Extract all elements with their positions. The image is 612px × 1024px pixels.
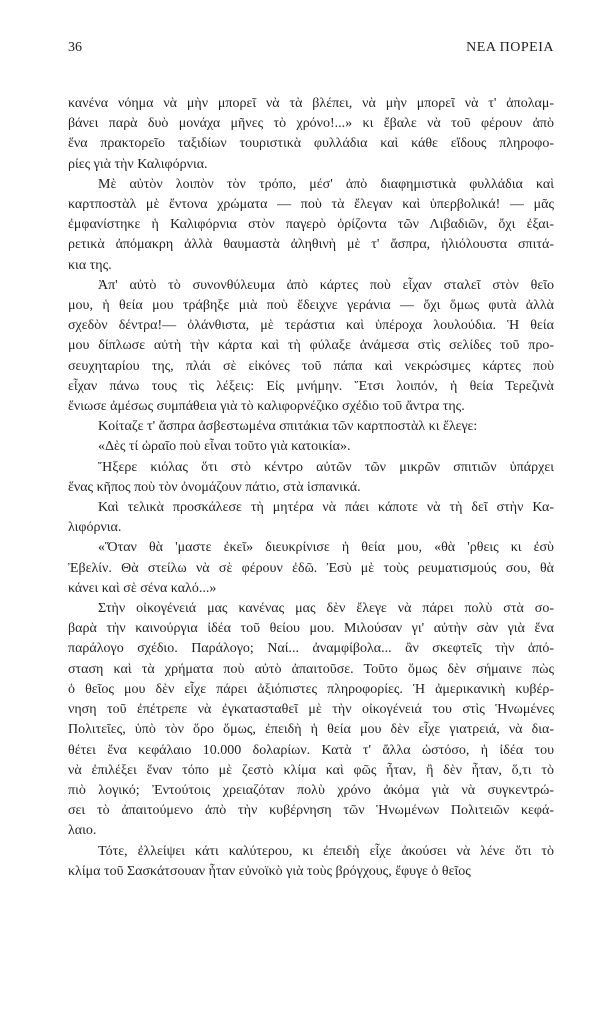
text-line: κανένα νόημα νὰ μὴν μπορεῖ νὰ τὰ βλέπει, νὰ μὴν μπορεῖ νὰ τ' ἀπολαμ-	[68, 96, 554, 111]
text-line: Ἀπ' αὐτὸ τὸ συνονθύλευμα ἀπὸ κάρτες ποὺ εἶχαν σταλεῖ στὸν θεῖο	[98, 277, 554, 293]
text-line: σευχηταρίου της, πλάι σὲ εἰκόνες τοῦ πάπα καὶ νεκρώσιμες κάρτες ποὺ	[68, 358, 554, 374]
paragraph	[68, 175, 554, 276]
paragraph	[68, 437, 554, 457]
text-line: λιφόρνια.	[68, 520, 122, 536]
paragraph	[68, 276, 554, 417]
text-line: μου, ἡ θεία μου τράβηξε μιὰ ποὺ ἔδειχνε γεράνια — ὄχι ὅμως φυτὰ ἀλλὰ	[68, 298, 554, 314]
text-line: ρετικὰ ἀπόμακρη ἀλλὰ θαυμαστὰ ἀληθινὴ μὲ τ' ἄσπρα, ἡλιόλουστα σπιτά-	[68, 237, 554, 253]
paragraph	[68, 94, 554, 175]
text-line: μου δίπλωσε αὐτὴ τὴν κάρτα καὶ τὴ φύλαξε ἀνάμεσα στὶς σελίδες τοῦ προ-	[68, 338, 554, 354]
text-line: καρτποστὰλ μὲ ἔντονα χρώματα — ποὺ τὰ ἔλεγαν καὶ ὑπερβολικά! — μᾶς	[68, 197, 554, 213]
text-line: θέτει ἕνα κεφάλαιο 10.000 δολαρίων. Κατὰ τ' ἄλλα ὡστόσο, ἡ ἰδέα του	[68, 742, 554, 758]
text-line: Ἤξερε κιόλας ὅτι στὸ κέντρο αὐτῶν τῶν μικρῶν σπιτιῶν ὑπάρχει	[98, 459, 554, 475]
paragraph	[68, 538, 554, 599]
paragraph	[68, 842, 554, 882]
running-head: ΝΕΑ ΠΟΡΕΙΑ	[466, 40, 554, 55]
text-line: Μὲ αὐτὸν λοιπὸν τὸν τρόπο, μέσ' ἀπὸ διαφημιστικὰ φυλλάδια καὶ	[98, 176, 554, 192]
text-line: Πολιτεῖες, ὑπὸ τὸν ὅρο ὅμως, ἐπειδὴ ἡ θεία μου δὲν εἶχε γιατρειά, νὰ δια-	[68, 722, 554, 738]
text-line: παράλογο σχέδιο. Παράλογο; Ναί... ἀναμφίβολα... ἂν σκεφτεῖς τὴν ἀπό-	[68, 641, 554, 657]
text-line: «Ὅταν θὰ 'μαστε ἐκεῖ» διευκρίνισε ἡ θεία μου, «θὰ 'ρθεις κι ἐσὺ	[98, 540, 554, 556]
text-line: Στὴν οἰκογένειά μας κανένας μας δὲν ἔλεγε νὰ πάρει πολὺ στὰ σο-	[98, 601, 554, 617]
text-line: ρίες γιὰ τὴν Καλιφόρνια.	[68, 156, 208, 172]
text-line: ἔνιωσε ἀμέσως συμπάθεια γιὰ τὸ καλιφορνέζικο σχέδιο τοῦ ἄντρα της.	[68, 399, 465, 415]
text-line: νὰ ἐπιλέξει ἕναν τόπο μὲ ζεστὸ κλίμα καὶ φῶς ἦταν, ἢ δὲν ἦταν, ὅ,τι τὸ	[68, 762, 554, 778]
text-line: βάνει παρὰ δυὸ μονάχα μῆνες τὸ χρόνο!...» κι ἔβαλε νὰ τοῦ φέρουν ἀπὸ	[68, 116, 554, 132]
text-line: Καὶ τελικὰ προσκάλεσε τὴ μητέρα νὰ πάει κάποτε νὰ τὴ δεῖ στὴν Κα-	[98, 500, 554, 516]
text-line: «Δὲς τί ὡραῖο ποὺ εἶναι τοῦτο γιὰ κατοικία».	[98, 439, 351, 455]
text-line: ἕνα πρακτορεῖο ταξιδίων τουριστικὰ φυλλάδια καὶ κάθε εἴδους πληροφο-	[68, 136, 554, 152]
text-line: εἶχαν πάνω τους τὶς λέξεις: Εἰς μνήμην. Ἔτσι λοιπόν, ἡ θεία Τερεζινὰ	[68, 378, 554, 394]
text-line: βαρὰ τὴν καινούργια ἰδέα τοῦ θείου μου. Μιλούσαν γι' αὐτὴν σὰν γιὰ ἕνα	[68, 621, 554, 637]
text-line: κάνει καὶ σὲ σένα καλό...»	[68, 580, 217, 596]
text-line: Κοίταζε τ' ἄσπρα ἀσβεστωμένα σπιτάκια τῶν καρτποστὰλ κι ἔλεγε:	[98, 419, 478, 435]
page-number: 36	[68, 40, 82, 55]
text-line: ἐμφανίστηκε ἡ Καλιφόρνια στὸν παγερὸ ὁρίζοντα τῶν Λιβαδιῶν, ὄχι ἐξαι-	[68, 217, 554, 233]
text-line: κια της.	[68, 257, 112, 273]
text-line: νηση τοῦ ἐπέτρεπε νὰ ἐγκατασταθεῖ μὲ τὴν οἰκογένειά του στὶς Ἡνωμένες	[68, 702, 554, 718]
paragraph	[68, 417, 554, 437]
page-header	[68, 40, 554, 62]
text-line: πιὸ λογικό; Ἐντούτοις χρειαζόταν πολὺ χρόνο ἀκόμα γιὰ νὰ συγκεντρώ-	[68, 782, 554, 798]
text-line: λαιο.	[68, 823, 97, 839]
text-line: Τότε, ἐλλείψει κάτι καλύτερου, κι ἐπειδὴ εἶχε ἀκούσει νὰ λένε ὅτι τὸ	[98, 843, 554, 859]
text-line: Ἐβελίν. Θὰ στείλω νὰ σὲ φέρουν ἐδῶ. Ἐσὺ μὲ τοὺς ρευματισμούς σου, θὰ	[68, 560, 554, 576]
paragraph	[68, 599, 554, 841]
paragraph	[68, 458, 554, 498]
body-text	[68, 94, 554, 882]
text-line: σει τὸ ἀπαιτούμενο ἀπὸ τὴν κυβέρνηση τῶν Ἡνωμένων Πολιτειῶν κεφά-	[68, 803, 554, 819]
text-line: ὁ θεῖος μου δὲν εἶχε πάρει ἀξιόπιστες πληροφορίες. Ἡ ἀμερικανικὴ κυβέρ-	[68, 681, 554, 697]
text-line: ἕνας κῆπος ποὺ τὸν ὀνομάζουν πάτιο, στὰ ἱσπανικά.	[68, 479, 361, 495]
text-line: κλίμα τοῦ Σασκάτσουαν ἦταν εὐνοϊκὸ γιὰ τοὺς βρόγχους, ἔφυγε ὁ θεῖος	[68, 863, 471, 879]
text-line: σχεδὸν δέντρα!— ὀλάνθιστα, μὲ τεράστια καὶ ὑπέροχα λουλούδια. Ἡ θεία	[68, 318, 554, 334]
text-line: σταση καὶ τὰ χρήματα ποὺ αὐτὸ ἀπαιτοῦσε. Τοῦτο ὅμως δὲν σήμαινε πὼς	[68, 661, 554, 677]
paragraph	[68, 498, 554, 538]
